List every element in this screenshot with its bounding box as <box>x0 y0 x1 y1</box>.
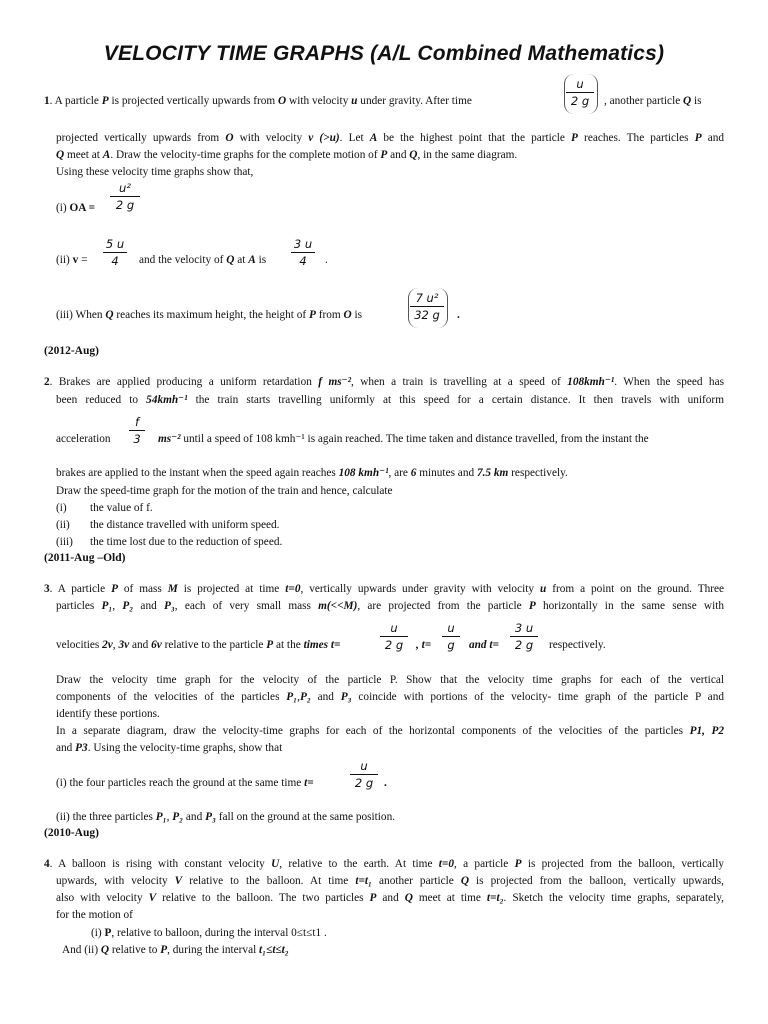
q1-line-1-end: , another particle Q is <box>604 95 702 107</box>
q3-line-3: velocities 2v, 3v and 6v relative to the particle P at the times t= <box>56 639 341 651</box>
q3-t2-label: , t= <box>416 639 432 651</box>
q3-part-i-end: . <box>384 777 387 789</box>
q3-line-5: components of the velocities of the particles P₁,P₂ and P₃ coincide with portions of the velocity- time graph of the particle P and <box>56 691 724 703</box>
q1-qa-fraction: $\frac{3 u}{4}$ <box>291 236 315 269</box>
q1-oa-fraction: $\frac{\text{u²}}{2 g}$ <box>110 180 140 213</box>
q1-number: 1 <box>44 95 50 107</box>
q1-part-ii: (ii) v = <box>56 254 88 266</box>
q1-time-fraction: $\frac{u}{2 g}$ <box>566 76 594 109</box>
q4-number: 4 <box>44 858 50 870</box>
q3-t3-label: and t= <box>469 639 499 651</box>
q1-line-4: Using these velocity time graphs show that, <box>56 166 254 178</box>
q4-line-4: for the motion of <box>56 909 133 921</box>
q2-line-5: Draw the speed-time graph for the motion of the train and hence, calculate <box>56 485 393 497</box>
q4-line-3: also with velocity V relative to the balloon. The two particles P and Q meet at time t=t₂. Sketch the velocity time graphs, separately, <box>56 892 724 904</box>
q2-number: 2 <box>44 376 50 388</box>
q1-line-3: Q meet at A. Draw the velocity-time graphs for the complete motion of P and Q, in the same diagram. <box>56 149 518 161</box>
q1-part-ii-end: . <box>325 254 328 266</box>
q3-time-fraction-2: $\frac{u}{g}$ <box>442 620 460 653</box>
q3-line-4: Draw the velocity time graph for the velocity of the particle P. Show that the velocity time graphs for each of the vertical <box>56 674 724 686</box>
q1-year: (2012-Aug) <box>44 345 99 357</box>
q4-line-1: 4. A balloon is rising with constant velocity U, relative to the earth. At time t=0, a particle P is projected from the balloon, vertically <box>44 858 724 870</box>
q3-line-7: In a separate diagram, draw the velocity-time graphs for each of the horizontal components of the velocities of the particles P1, P2 <box>56 725 724 737</box>
q2-year: (2011-Aug –Old) <box>44 552 126 564</box>
q2-line-4: brakes are applied to the instant when the speed again reaches 108 kmh⁻¹, are 6 minutes and 7.5 km respectively. <box>56 467 568 479</box>
q1-line-1: 1. A particle P is projected vertically upwards from O with velocity u under gravity. After time <box>44 95 472 107</box>
q2-line-1: 2. Brakes are applied producing a uniform retardation f ms⁻², when a train is travelling at a speed of 108kmh⁻¹. When the speed has <box>44 376 724 388</box>
q3-year: (2010-Aug) <box>44 827 99 839</box>
q2-item-iii: (iii) the time lost due to the reduction of speed. <box>56 536 283 548</box>
q2-item-i: (i) the value of f. <box>56 502 153 514</box>
q4-part-ii: And (ii) Q relative to P, during the interval t₁≤t≤t₂ <box>62 944 289 956</box>
q1-part-iii-end: . <box>457 309 460 321</box>
q1-v-fraction: $\frac{5 u}{4}$ <box>103 236 127 269</box>
q3-line-2: particles P₁, P₂ and P₃, each of very small mass m(<<M), are projected from the particle P horizontally in the same sense with <box>56 600 724 612</box>
q2-item-ii: (ii) the distance travelled with uniform speed. <box>56 519 280 531</box>
q2-line-3-start: acceleration <box>56 433 111 445</box>
q1-part-i: (i) OA = <box>56 202 96 214</box>
q3-ground-time-fraction: $\frac{u}{2 g}$ <box>350 758 378 791</box>
q1-part-iii: (iii) When Q reaches its maximum height, the height of P from O is <box>56 309 363 321</box>
q3-part-ii: (ii) the three particles P₁, P₂ and P₃ fall on the ground at the same position. <box>56 811 396 823</box>
q3-part-i: (i) the four particles reach the ground at the same time t= <box>56 777 314 789</box>
q3-line-8: and P3. Using the velocity-time graphs, show that <box>56 742 283 754</box>
q1-line-2: projected vertically upwards from O with velocity v (>u). Let A be the highest point that the particle P reaches. The particles P and <box>56 132 725 144</box>
q3-time-fraction-3: $\frac{3 u}{2 g}$ <box>510 620 538 653</box>
q3-line-6: identify these portions. <box>56 708 160 720</box>
q3-line-1: 3. A particle P of mass M is projected at time t=0, vertically upwards under gravity with velocity u from a point on the ground. Three <box>44 583 725 595</box>
page-title: VELOCITY TIME GRAPHS (A/L Combined Mathematics) <box>103 42 665 65</box>
q2-acceleration-fraction: $\frac{f}{3}$ <box>129 414 145 447</box>
q4-part-i: (i) P, relative to balloon, during the interval 0≤t≤t1 . <box>91 927 327 939</box>
q4-line-2: upwards, with velocity V relative to the balloon. At time t=t₁ another particle Q is projected from the balloon, vertically upwards, <box>56 875 725 887</box>
q1-part-ii-middle: and the velocity of Q at A is <box>139 254 267 266</box>
q3-line-3-end: respectively. <box>549 639 606 651</box>
q3-time-fraction-1: $\frac{u}{2 g}$ <box>380 620 408 653</box>
q1-height-fraction: $\frac{\text{7 u²}}{32 g}$ <box>410 290 444 323</box>
q2-line-2: been reduced to 54kmh⁻¹ the train starts travelling uniformly at this speed for a certain distance. It then travels with uniform <box>56 394 724 406</box>
q3-number: 3 <box>44 583 50 595</box>
q2-line-3: ms⁻² until a speed of 108 kmh⁻¹ is again reached. The time taken and distance travelled, from the instant the <box>158 433 649 445</box>
